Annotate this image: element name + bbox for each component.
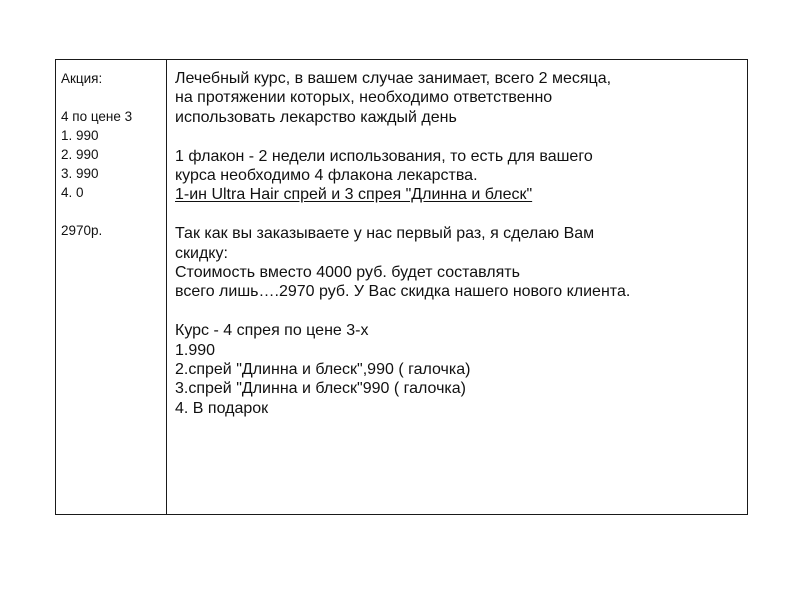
table-row — [56, 60, 748, 515]
promo-table — [55, 59, 748, 515]
promo-summary-text — [56, 60, 166, 240]
paragraph-line: использовать лекарство каждый день — [175, 108, 457, 126]
promo-title: Акция: — [61, 71, 103, 86]
paragraph-line: Стоимость вместо 4000 руб. будет составлять — [175, 264, 520, 282]
paragraph-line: на протяжении которых, необходимо ответственно — [175, 89, 553, 107]
spacer — [175, 302, 747, 321]
course-line: 3.спрей "Длинна и блеск"990 ( галочка) — [175, 380, 467, 398]
promo-total: 2970р. — [61, 223, 103, 238]
promo-item: 3. 990 — [61, 166, 99, 181]
spacer — [175, 127, 747, 146]
paragraph-line: Так как вы заказываете у нас первый раз, я сделаю Вам — [175, 225, 595, 243]
course-description-cell — [167, 60, 748, 515]
spacer — [61, 202, 166, 221]
paragraph-line: курса необходимо 4 флакона лекарства. — [175, 167, 478, 185]
paragraph-line: Лечебный курс, в вашем случае занимает, всего 2 месяца, — [175, 70, 612, 87]
spacer — [61, 88, 166, 107]
course-line: 1.990 — [175, 341, 216, 359]
promo-subtitle: 4 по цене 3 — [61, 109, 133, 124]
paragraph-line: всего лишь….2970 руб. У Вас скидка нашего нового клиента. — [175, 283, 631, 301]
promo-item: 1. 990 — [61, 128, 99, 143]
underlined-product-line: 1-ин Ultra Hair спрей и 3 спрея "Длинна и блеск" — [175, 186, 533, 204]
paragraph-line: 1 флакон - 2 недели использования, то есть для вашего — [175, 147, 593, 165]
course-line: 4. В подарок — [175, 399, 269, 417]
course-line: 2.спрей "Длинна и блеск",990 ( галочка) — [175, 361, 471, 379]
spacer — [175, 205, 747, 224]
paragraph-line: скидку: — [175, 244, 228, 262]
promo-summary-cell — [56, 60, 167, 515]
course-line: Курс - 4 спрея по цене 3-х — [175, 322, 369, 340]
course-description-text — [167, 60, 747, 418]
promo-item: 2. 990 — [61, 147, 99, 162]
promo-item: 4. 0 — [61, 185, 84, 200]
